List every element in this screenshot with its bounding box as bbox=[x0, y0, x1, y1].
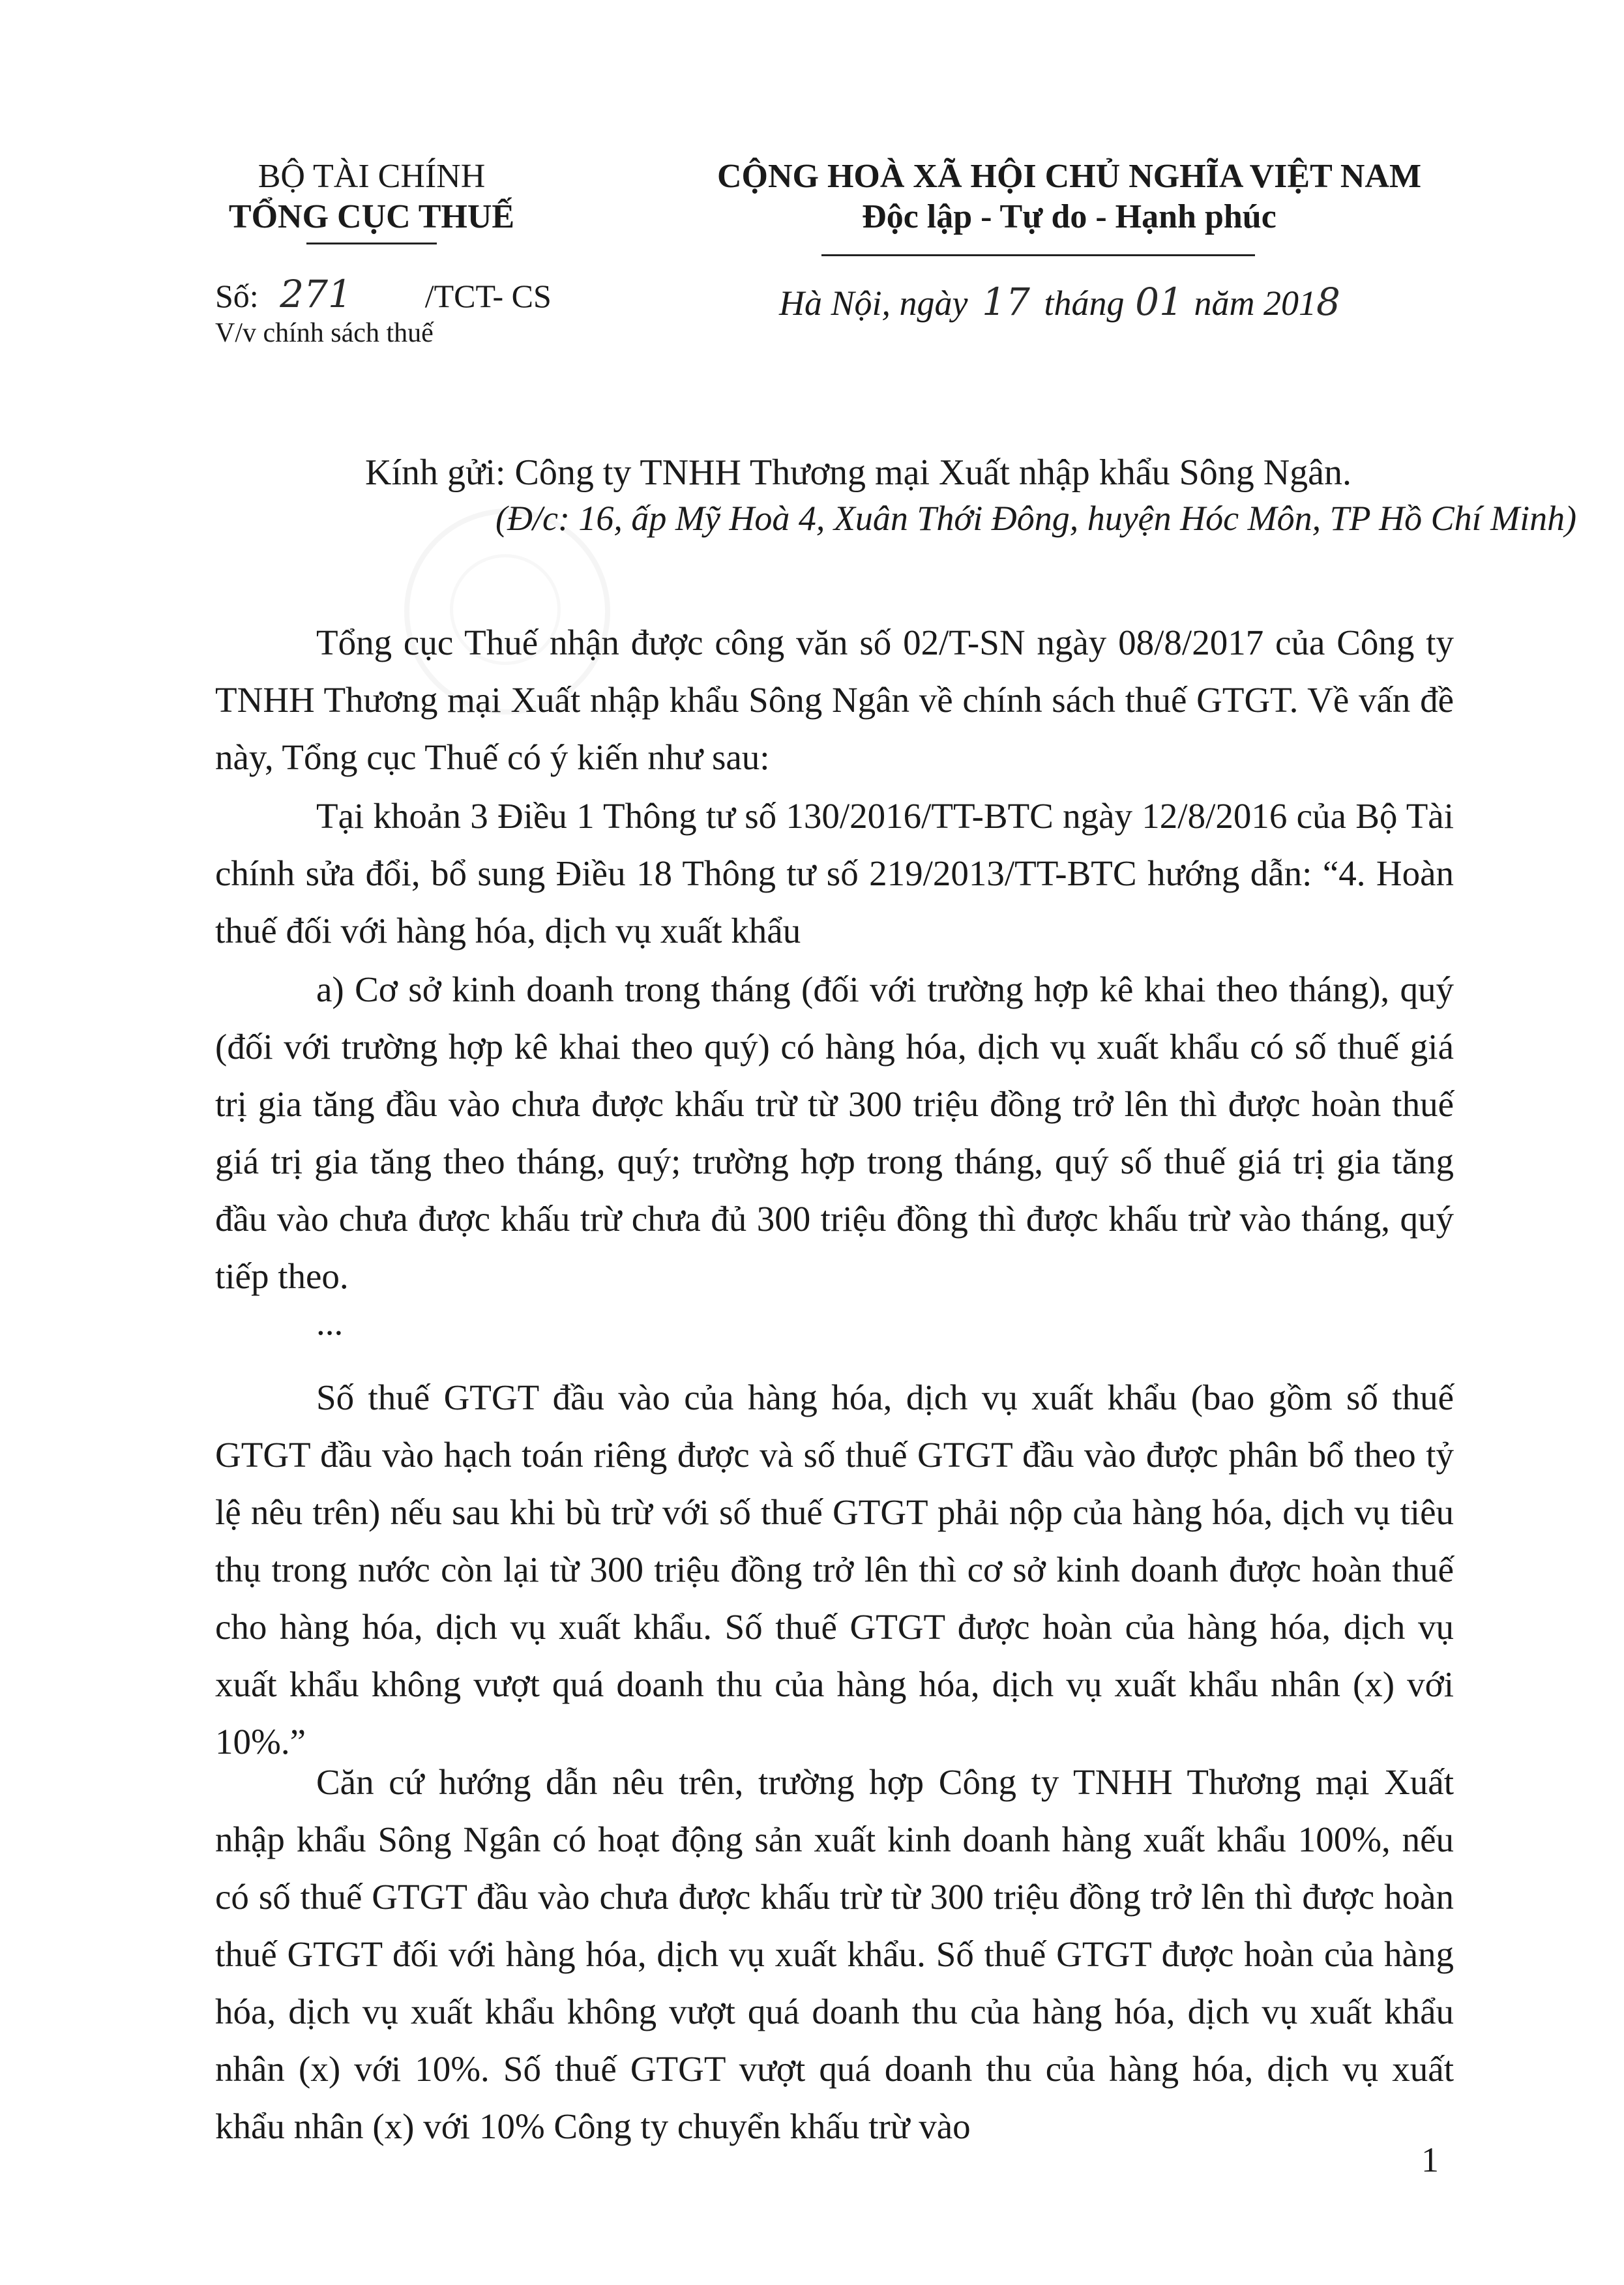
paragraph-1: Tổng cục Thuế nhận được công văn số 02/T-SN ngày 08/8/2017 của Công ty TNHH Thương mại Xuất nhập khẩu Sông Ngân về chính sách thuế GTGT. Về vấn đề này, Tổng cục Thuế có ý kiến như sau: bbox=[215, 623, 1454, 777]
date-line bbox=[779, 280, 1340, 325]
right-header-underline bbox=[821, 254, 1255, 256]
ministry-name: BỘ TÀI CHÍNH bbox=[258, 158, 486, 195]
date-year-label: năm 201 bbox=[1194, 284, 1317, 323]
recipient-address: (Đ/c: 16, ấp Mỹ Hoà 4, Xuân Thới Đông, huyện Hóc Môn, TP Hồ Chí Minh) bbox=[495, 499, 1577, 538]
subject-line: V/v chính sách thuế bbox=[215, 318, 434, 348]
page-number: 1 bbox=[1421, 2140, 1439, 2179]
number-suffix: /TCT- CS bbox=[424, 278, 552, 314]
number-prefix: Số: bbox=[215, 278, 259, 314]
ellipsis: ... bbox=[316, 1303, 344, 1342]
country-name: CỘNG HOÀ XÃ HỘI CHỦ NGHĨA VIỆT NAM bbox=[716, 158, 1422, 195]
handwritten-month: 01 bbox=[1135, 280, 1183, 324]
document-number-line bbox=[215, 274, 552, 316]
handwritten-number: 271 bbox=[280, 272, 352, 316]
recipient-line: Kính gửi: Công ty TNHH Thương mại Xuất nhập khẩu Sông Ngân. bbox=[365, 452, 1352, 493]
paragraph-4: Số thuế GTGT đầu vào của hàng hóa, dịch vụ xuất khẩu (bao gồm số thuế GTGT đầu vào hạch toán riêng được và số thuế GTGT đầu vào được phân bổ theo tỷ lệ nêu trên) nếu sau khi bù trừ với số thuế GTGT phải nộp của hàng hóa, dịch vụ tiêu thụ trong nước còn lại từ 300 triệu đồng trở lên thì cơ sở kinh doanh được hoàn thuế cho hàng hóa, dịch vụ xuất khẩu. Số thuế GTGT được hoàn của hàng hóa, dịch vụ xuất khẩu không vượt quá doanh thu của hàng hóa, dịch vụ xuất khẩu nhân (x) với 10%.” bbox=[215, 1378, 1454, 1762]
date-month-label: tháng bbox=[1044, 284, 1125, 323]
department-name: TỔNG CỤC THUẾ bbox=[228, 198, 515, 235]
left-header-underline bbox=[306, 243, 437, 244]
paragraph-3: a) Cơ sở kinh doanh trong tháng (đối với trường hợp kê khai theo tháng), quý (đối với trường hợp kê khai theo quý) có hàng hóa, dịch vụ xuất khẩu có số thuế giá trị gia tăng đầu vào chưa được khấu trừ từ 300 triệu đồng trở lên thì được hoàn thuế giá trị gia tăng theo tháng, quý; trường hợp trong tháng, quý số thuế giá trị gia tăng đầu vào chưa được khấu trừ chưa đủ 300 triệu đồng thì được khấu trừ vào tháng, quý tiếp theo. bbox=[215, 969, 1454, 1296]
date-place: Hà Nội, ngày bbox=[779, 284, 968, 323]
paragraph-2: Tại khoản 3 Điều 1 Thông tư số 130/2016/TT-BTC ngày 12/8/2016 của Bộ Tài chính sửa đổi, bổ sung Điều 18 Thông tư số 219/2013/TT-BTC hướng dẫn: “4. Hoàn thuế đối với hàng hóa, dịch vụ xuất khẩu bbox=[215, 796, 1454, 951]
paragraph-5: Căn cứ hướng dẫn nêu trên, trường hợp Công ty TNHH Thương mại Xuất nhập khẩu Sông Ngân có hoạt động sản xuất kinh doanh hàng xuất khẩu 100%, nếu có số thuế GTGT đầu vào chưa được khấu trừ từ 300 triệu đồng trở lên thì được hoàn thuế GTGT đối với hàng hóa, dịch vụ xuất khẩu. Số thuế GTGT được hoàn của hàng hóa, dịch vụ xuất khẩu không vượt quá doanh thu của hàng hóa, dịch vụ xuất khẩu nhân (x) với 10%. Số thuế GTGT vượt quá doanh thu của hàng hóa, dịch vụ xuất khẩu nhân (x) với 10% Công ty chuyển khấu trừ vào bbox=[215, 1762, 1454, 2146]
handwritten-day: 17 bbox=[982, 280, 1030, 324]
national-motto: Độc lập - Tự do - Hạnh phúc bbox=[862, 198, 1277, 235]
handwritten-year-digit: 8 bbox=[1316, 280, 1340, 324]
